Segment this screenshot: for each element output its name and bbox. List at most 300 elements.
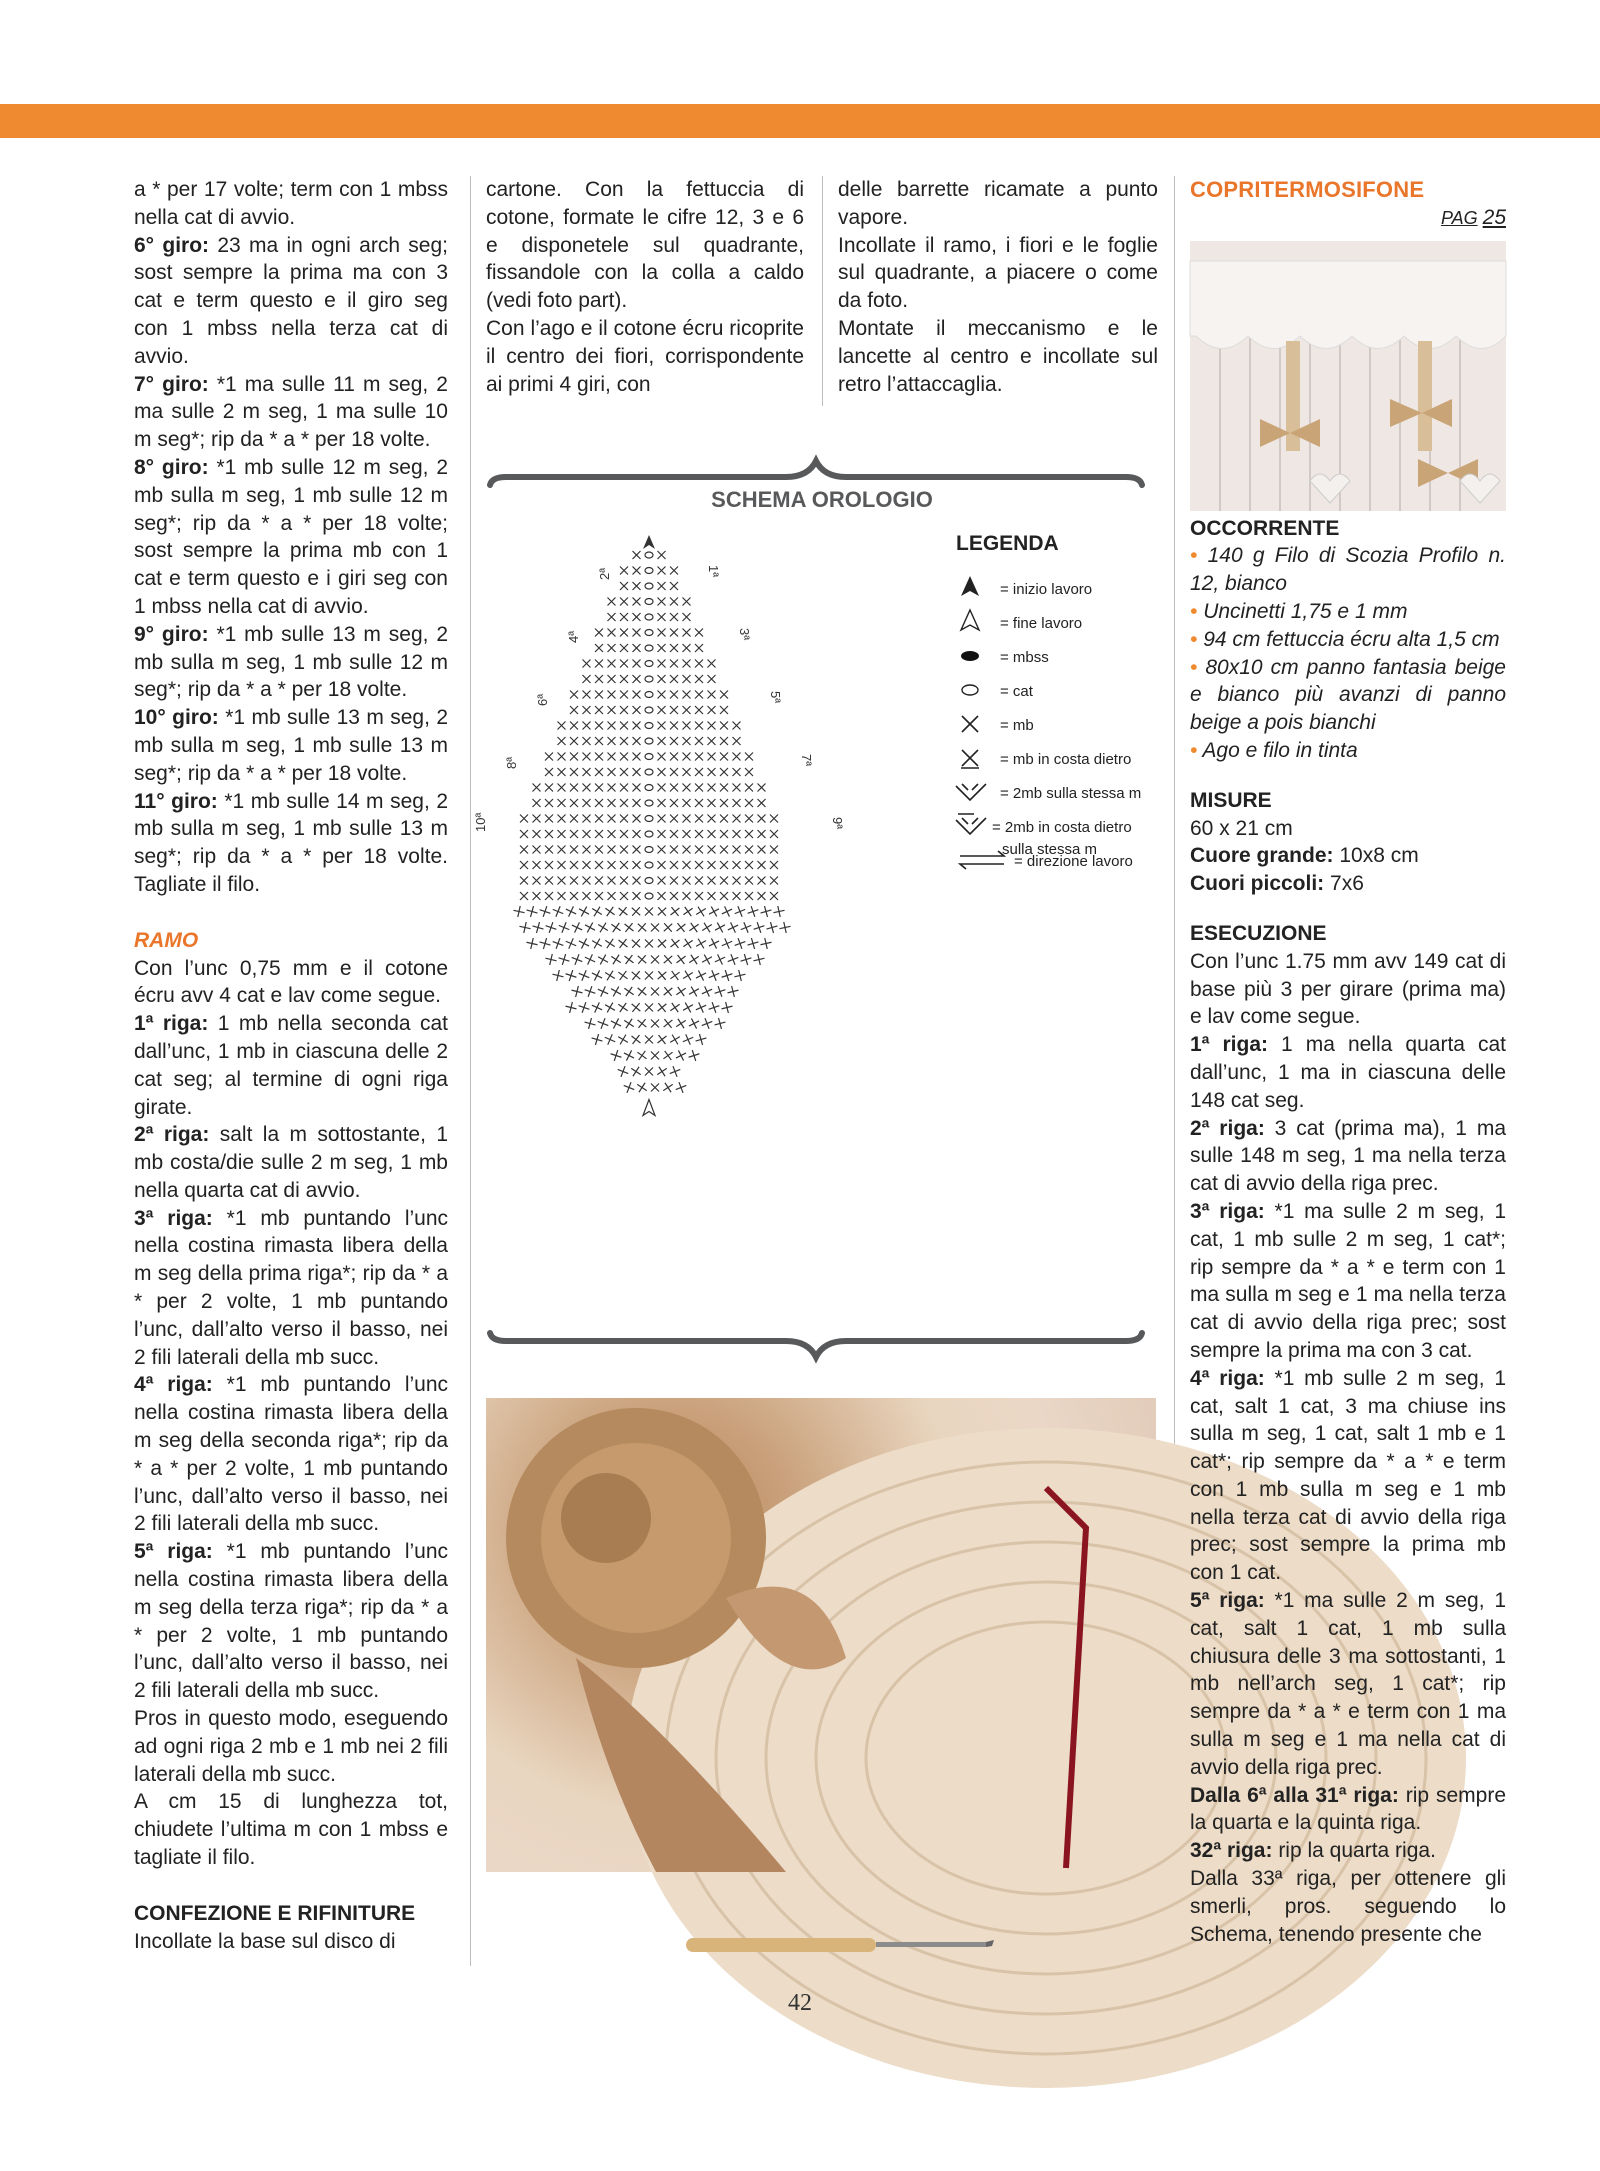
mb-stitch	[670, 815, 678, 823]
fan-stitch	[638, 987, 647, 996]
fan-stitch	[664, 987, 673, 996]
schema-title: SCHEMA OROLOGIO	[711, 487, 933, 512]
fan-stitch	[671, 939, 680, 948]
ramo-paragraph: Con l’unc 0,75 mm e il cotone écru avv 4 cat e lav come segue.	[134, 956, 448, 1008]
fan-stitch	[702, 986, 712, 996]
chain-stitch	[645, 599, 653, 605]
fan-stitch	[533, 922, 544, 933]
mb-stitch	[720, 753, 728, 761]
mb-stitch	[770, 877, 778, 885]
chain-stitch	[645, 800, 653, 806]
pag-number: 25	[1482, 205, 1506, 229]
mb-stitch	[583, 877, 591, 885]
mb-stitch	[683, 830, 691, 838]
fan-stitch	[702, 955, 712, 965]
fan-stitch	[702, 923, 712, 933]
fan-stitch	[683, 939, 692, 948]
fan-stitch	[658, 1003, 667, 1012]
instruction-paragraph: 6° giro: 23 ma in ogni arch seg; sost sempre la prima ma con 3 cat e term questo e il giro seg con 1 mbss nella terza cat di avvio.	[134, 233, 448, 368]
mb-stitch	[695, 815, 703, 823]
fan-stitch	[624, 1082, 635, 1093]
fan-stitch	[637, 1051, 646, 1060]
fan-stitch	[677, 923, 686, 932]
mb-stitch	[608, 799, 616, 807]
fan-stitch	[645, 1068, 653, 1076]
fan-stitch	[585, 986, 596, 997]
mb-stitch	[658, 582, 666, 590]
mb-stitch	[620, 582, 628, 590]
mb-stitch	[695, 830, 703, 838]
bullet-icon: •	[1190, 544, 1208, 568]
mb-stitch	[608, 768, 616, 776]
mb-stitch	[758, 784, 766, 792]
mb-stitch	[595, 861, 603, 869]
mb-stitch	[558, 722, 566, 730]
mb-stitch	[733, 768, 741, 776]
row-label-left: 8ª	[504, 756, 519, 769]
mb-stitch	[595, 753, 603, 761]
mb-stitch	[595, 846, 603, 854]
fan-stitch	[632, 939, 640, 947]
col2-paragraph: cartone. Con la fettuccia di cotone, formate le cifre 12, 3 e 6 e disponetele sul quadrante, fissandole con la colla a caldo (vedi foto part).	[486, 178, 804, 313]
mb-back-loop-icon	[961, 750, 979, 768]
mb-stitch	[695, 691, 703, 699]
fan-stitch	[683, 1003, 693, 1013]
mb-stitch	[695, 799, 703, 807]
col3-paragraph: Incollate il ramo, i fiori e le foglie sul quadrante, a piacere o come da foto.	[838, 233, 1158, 313]
ramo-paragraph: 1ª riga: 1 mb nella seconda cat dall’unc, 1 mb in ciascuna delle 2 cat seg; al termine di ogni riga girate.	[134, 1012, 448, 1119]
fan-stitch	[664, 923, 672, 931]
text-column-2	[486, 176, 804, 398]
fan-stitch	[624, 955, 633, 964]
fan-stitch	[709, 938, 719, 948]
mb-stitch	[520, 861, 528, 869]
fan-stitch	[734, 970, 745, 981]
mb-stitch	[608, 737, 616, 745]
legend-item	[956, 784, 1141, 802]
fan-stitch	[702, 1018, 713, 1029]
mb-stitch	[670, 644, 678, 652]
mb-stitch	[670, 722, 678, 730]
fan-stitch	[598, 1018, 609, 1029]
instruction-paragraph: 9° giro: *1 mb sulle 13 m seg, 2 mb sulla m seg, 1 mb sulle 12 m seg*; rip da * a * per 18 volte.	[134, 622, 448, 702]
fan-stitch	[760, 938, 771, 949]
fan-stitch	[728, 922, 738, 932]
mb-stitch	[533, 892, 541, 900]
fan-stitch	[651, 988, 659, 996]
schema-orologio-diagram	[473, 455, 1156, 1375]
mb-stitch	[545, 846, 553, 854]
mb-stitch	[745, 784, 753, 792]
mb-stitch	[583, 784, 591, 792]
fan-stitch	[676, 987, 685, 996]
fan-stitch	[657, 1067, 666, 1076]
mb-stitch	[658, 784, 666, 792]
fan-stitch	[670, 971, 679, 980]
occorrente-title: OCCORRENTE	[1190, 516, 1340, 540]
mb-stitch	[720, 737, 728, 745]
fan-stitch	[632, 1003, 641, 1012]
bullet-icon: •	[1190, 738, 1203, 762]
mb-stitch	[720, 691, 728, 699]
mb-stitch	[683, 613, 691, 621]
fan-stitch	[619, 907, 628, 916]
mb-stitch	[620, 877, 628, 885]
mb-stitch	[670, 691, 678, 699]
mb-stitch	[633, 846, 641, 854]
mb-stitch	[533, 877, 541, 885]
mb-stitch	[595, 737, 603, 745]
row-label-right: 5ª	[768, 691, 783, 704]
mb-stitch	[545, 784, 553, 792]
fan-stitch	[519, 922, 530, 933]
mb-stitch	[720, 892, 728, 900]
mb-stitch	[583, 846, 591, 854]
col3-paragraph: delle barrette ricamate a punto vapore.	[838, 178, 1158, 229]
fan-stitch	[611, 923, 620, 932]
mb-stitch	[658, 892, 666, 900]
fan-stitch	[632, 1035, 641, 1044]
mb-stitch	[620, 892, 628, 900]
ramo-paragraph: 2ª riga: salt la m sottostante, 1 mb costa/die sulle 2 m seg, 1 mb nella quarta cat di avvio.	[134, 1123, 449, 1202]
mb-stitch	[658, 660, 666, 668]
mb-stitch	[708, 799, 716, 807]
fan-stitch	[671, 907, 680, 916]
fan-stitch	[540, 938, 551, 949]
fan-stitch	[715, 954, 725, 964]
fan-stitch	[658, 1035, 667, 1044]
occorrente-item: • Uncinetti 1,75 e 1 mm	[1190, 599, 1408, 623]
mb-stitch	[620, 861, 628, 869]
fan-stitch	[728, 954, 739, 965]
mb-stitch	[608, 861, 616, 869]
mb-stitch	[695, 706, 703, 714]
mb-stitch	[583, 830, 591, 838]
instruction-paragraph: 8° giro: *1 mb sulle 12 m seg, 2 mb sulla m seg, 1 mb sulle 12 m seg*; rip da * a * per 18 volte; sost sempre la prima mb con 1 cat e term questo e i giri seg con 1 mbss nella cat di avvio.	[134, 455, 448, 618]
fan-stitch	[709, 1002, 720, 1013]
copritermosifone-title: COPRITERMOSIFONE	[1190, 177, 1425, 202]
chain-stitch	[645, 878, 653, 884]
mb-stitch	[670, 598, 678, 606]
fan-stitch	[637, 1083, 646, 1092]
fan-stitch	[689, 1050, 700, 1061]
mb-stitch	[533, 799, 541, 807]
fan-stitch	[748, 938, 759, 949]
mb-stitch	[708, 722, 716, 730]
mb-stitch	[633, 613, 641, 621]
fan-stitch	[553, 938, 564, 949]
ramo-title: RAMO	[134, 928, 199, 952]
mb-stitch	[708, 830, 716, 838]
mb-stitch	[670, 629, 678, 637]
mb-stitch	[608, 629, 616, 637]
mb-stitch	[745, 830, 753, 838]
fan-stitch	[624, 1050, 634, 1060]
esecuzione-paragraph: 5ª riga: *1 ma sulle 2 m seg, 1 cat, salt 1 cat, 1 mb sulla chiusura delle 3 ma sottostanti, 1 mb nell’arch seg, 1 cat*; rip sempre da * a * e term con 1 ma sulla m seg e 1 ma nella cat di avvio della riga prec.	[1190, 1589, 1506, 1779]
mb-stitch	[658, 722, 666, 730]
fan-stitch	[618, 1066, 629, 1077]
mb-stitch	[633, 567, 641, 575]
mb-stitch	[570, 799, 578, 807]
mb-stitch	[708, 691, 716, 699]
mb-stitch	[683, 846, 691, 854]
mb-stitch	[633, 861, 641, 869]
fan-stitch	[645, 940, 653, 948]
end-arrow-icon	[643, 535, 655, 549]
mb-stitch	[708, 784, 716, 792]
esecuzione-paragraph: Dalla 33ª riga, per ottenere gli smerli, pros. seguendo lo Schema, tenendo presente che	[1190, 1867, 1506, 1946]
mb-stitch	[558, 784, 566, 792]
fan-stitch	[645, 972, 653, 980]
mb-stitch	[583, 861, 591, 869]
occorrente-item: • Ago e filo in tinta	[1190, 738, 1358, 762]
mb-stitch	[583, 799, 591, 807]
chain-stitch	[645, 676, 653, 682]
fan-stitch	[696, 907, 706, 917]
fan-stitch	[572, 922, 582, 932]
legend-item	[956, 814, 1132, 858]
mb-stitch	[695, 644, 703, 652]
mb-stitch	[720, 799, 728, 807]
mb-stitch	[683, 675, 691, 683]
mb-stitch	[570, 768, 578, 776]
misure-title: MISURE	[1190, 788, 1272, 812]
mb-stitch	[570, 706, 578, 714]
mb-stitch	[633, 877, 641, 885]
mb-stitch	[520, 830, 528, 838]
mb-stitch	[633, 691, 641, 699]
mb-stitch	[658, 598, 666, 606]
mb-stitch	[595, 722, 603, 730]
mb-stitch	[745, 753, 753, 761]
cuori-piccoli: Cuori piccoli: 7x6	[1190, 872, 1364, 896]
mb-stitch	[720, 706, 728, 714]
mb-stitch	[595, 877, 603, 885]
mb-stitch	[545, 861, 553, 869]
mb-stitch	[633, 660, 641, 668]
fan-stitch	[722, 938, 732, 948]
legend	[956, 532, 1141, 870]
legend-item	[962, 683, 1034, 700]
mb-stitch	[658, 846, 666, 854]
column-divider	[470, 176, 471, 1966]
chain-stitch	[645, 661, 653, 667]
fan-stitch	[683, 907, 692, 916]
mb-stitch	[620, 675, 628, 683]
mb-stitch	[745, 799, 753, 807]
legend-label: = inizio lavoro	[1000, 581, 1093, 598]
fan-stitch	[638, 1019, 647, 1028]
legend-label: = direzione lavoro	[1014, 853, 1133, 870]
mb-stitch	[595, 892, 603, 900]
mb-stitch	[695, 861, 703, 869]
mb-stitch	[670, 846, 678, 854]
clock-detail-photo	[486, 1398, 1156, 1872]
mb-stitch	[520, 892, 528, 900]
fan-stitch	[676, 1082, 687, 1093]
fan-stitch	[658, 971, 667, 980]
esecuzione-paragraph: 3ª riga: *1 ma sulle 2 m seg, 1 cat, 1 mb sulle 2 m seg, 1 cat*; rip sempre da * a * e term con 1 ma sulla m seg e 1 ma nella terza cat di avvio della riga prec; sost sempre la prima ma con 3 cat.	[1190, 1199, 1506, 1362]
pag-prefix: PAG	[1440, 207, 1478, 228]
fan-stitch	[566, 970, 577, 981]
instruction-paragraph: 7° giro: *1 ma sulle 11 m seg, 2 ma sulle 2 m seg, 1 ma sulle 10 m seg*; rip da * a * per 18 volte.	[134, 372, 448, 452]
mb-stitch	[583, 722, 591, 730]
fan-stitch	[592, 1002, 602, 1012]
legend-item	[961, 649, 1049, 666]
fan-stitch	[618, 971, 627, 980]
fan-stitch	[513, 906, 524, 917]
fan-stitch	[663, 1051, 672, 1060]
mb-stitch	[633, 582, 641, 590]
mb-stitch	[608, 784, 616, 792]
mb-stitch	[670, 582, 678, 590]
mb-stitch	[670, 799, 678, 807]
fan-stitch	[598, 923, 608, 933]
mb-stitch	[608, 722, 616, 730]
mb-stitch	[583, 706, 591, 714]
mb-stitch	[733, 799, 741, 807]
mb-stitch	[608, 892, 616, 900]
fan-stitch	[689, 1018, 699, 1028]
fan-stitch	[722, 906, 732, 916]
mb-stitch	[570, 861, 578, 869]
legend-label: = cat	[1000, 683, 1033, 700]
mb-stitch	[633, 722, 641, 730]
legend-item	[961, 576, 1092, 598]
mb-stitch	[683, 784, 691, 792]
mb-stitch	[720, 722, 728, 730]
fan-stitch	[592, 907, 602, 917]
chain-stitch	[645, 893, 653, 899]
legend-label: = mb in costa dietro	[1000, 751, 1132, 768]
mb-stitch	[733, 846, 741, 854]
fan-stitch	[605, 939, 614, 948]
fan-stitch	[696, 970, 706, 980]
mb-stitch	[658, 830, 666, 838]
fan-stitch	[696, 1002, 706, 1012]
row-label-left: 6ª	[535, 693, 550, 706]
fan-stitch	[624, 987, 633, 996]
mb-stitch	[595, 784, 603, 792]
fan-stitch	[572, 954, 583, 965]
mb-stitch	[683, 598, 691, 606]
mb-stitch	[520, 877, 528, 885]
mb-stitch	[695, 753, 703, 761]
mb-stitch	[620, 830, 628, 838]
fan-stitch	[585, 923, 595, 933]
mb-stitch	[720, 768, 728, 776]
mb-stitch	[633, 551, 641, 559]
mb-stitch	[558, 737, 566, 745]
legend-item	[961, 610, 1082, 632]
fan-stitch	[689, 923, 698, 932]
legend-item	[960, 851, 1133, 870]
mb-stitch	[633, 598, 641, 606]
radiator-cover-photo	[1190, 241, 1506, 511]
fan-stitch	[715, 1018, 726, 1029]
mb-stitch	[595, 799, 603, 807]
ramo-paragraph: A cm 15 di lunghezza tot, chiudete l’ultima m con 1 mbss e tagliate il filo.	[134, 1790, 448, 1870]
row-label-right: 9ª	[830, 817, 845, 830]
legend-label: = mb	[1000, 717, 1034, 734]
fan-stitch	[651, 1084, 659, 1092]
mb-stitch	[720, 877, 728, 885]
mb-stitch	[570, 877, 578, 885]
mb-stitch	[695, 877, 703, 885]
legend-label: = 2mb in costa dietro sulla stessa m	[992, 819, 1132, 858]
ramo-paragraph: 5ª riga: *1 mb puntando l’unc nella costina rimasta libera della m seg della terza riga*; rip da * a * per 2 volte, 1 mb puntando l’unc, dall’alto verso il basso, nei 2 fili laterali della mb succ.	[134, 1540, 449, 1703]
leaf-stitch-chart	[473, 535, 845, 1116]
fan-stitch	[709, 907, 719, 917]
fan-stitch	[689, 987, 699, 997]
esecuzione-paragraph: 32ª riga: rip la quarta riga.	[1190, 1839, 1436, 1863]
mb-stitch	[720, 861, 728, 869]
direction-icon	[960, 851, 1004, 869]
mb-stitch	[558, 830, 566, 838]
mb-stitch	[620, 629, 628, 637]
mb-stitch	[633, 644, 641, 652]
fan-stitch	[592, 1034, 603, 1045]
fan-stitch	[566, 906, 576, 916]
mb-stitch	[558, 753, 566, 761]
mb-stitch	[620, 567, 628, 575]
mb-stitch	[633, 799, 641, 807]
mb-stitch	[658, 644, 666, 652]
mb-stitch	[620, 846, 628, 854]
text-column-3	[838, 176, 1158, 398]
mb-stitch	[683, 861, 691, 869]
mb-stitch	[670, 877, 678, 885]
end-arrow-icon	[961, 610, 979, 630]
mb-stitch	[608, 598, 616, 606]
mb-stitch	[695, 660, 703, 668]
mb-stitch	[733, 753, 741, 761]
2mb-same-icon	[956, 784, 986, 800]
page-number: 42	[788, 1990, 812, 2016]
ramo-paragraph: Pros in questo modo, eseguendo ad ogni riga 2 mb e 1 mb nei 2 fili laterali della mb succ.	[134, 1707, 448, 1786]
mb-stitch	[620, 815, 628, 823]
mb-stitch	[545, 892, 553, 900]
text-column-4	[1190, 176, 1506, 1948]
row-label-left: 4ª	[566, 630, 581, 643]
mb-stitch	[708, 815, 716, 823]
mb-stitch	[545, 799, 553, 807]
mb-stitch	[620, 722, 628, 730]
mb-stitch	[620, 706, 628, 714]
mb-stitch	[658, 691, 666, 699]
mb-stitch	[708, 768, 716, 776]
mb-stitch	[620, 613, 628, 621]
bullet-icon: •	[1190, 655, 1206, 679]
fan-stitch	[598, 986, 608, 996]
mb-stitch	[633, 784, 641, 792]
fan-stitch	[754, 922, 765, 933]
cuore-grande: Cuore grande: 10x8 cm	[1190, 844, 1419, 868]
fan-stitch	[552, 970, 563, 981]
fan-stitch	[722, 1002, 733, 1013]
mb-stitch	[670, 567, 678, 575]
ramo-paragraph: 4ª riga: *1 mb puntando l’unc nella costina rimasta libera della m seg della seconda riga*; rip da * a * per 2 volte, 1 mb puntando l’unc, dall’alto verso il basso, nei 2 fili laterali della mb succ.	[134, 1373, 449, 1536]
chain-stitch	[645, 785, 653, 791]
mb-stitch	[708, 846, 716, 854]
mb-stitch	[620, 691, 628, 699]
column-divider	[822, 176, 823, 406]
legend-label: = mbss	[1000, 649, 1049, 666]
chain-stitch	[645, 583, 653, 589]
fan-stitch	[663, 1083, 672, 1092]
legend-title: LEGENDA	[956, 532, 1059, 555]
fan-stitch	[670, 1066, 681, 1077]
